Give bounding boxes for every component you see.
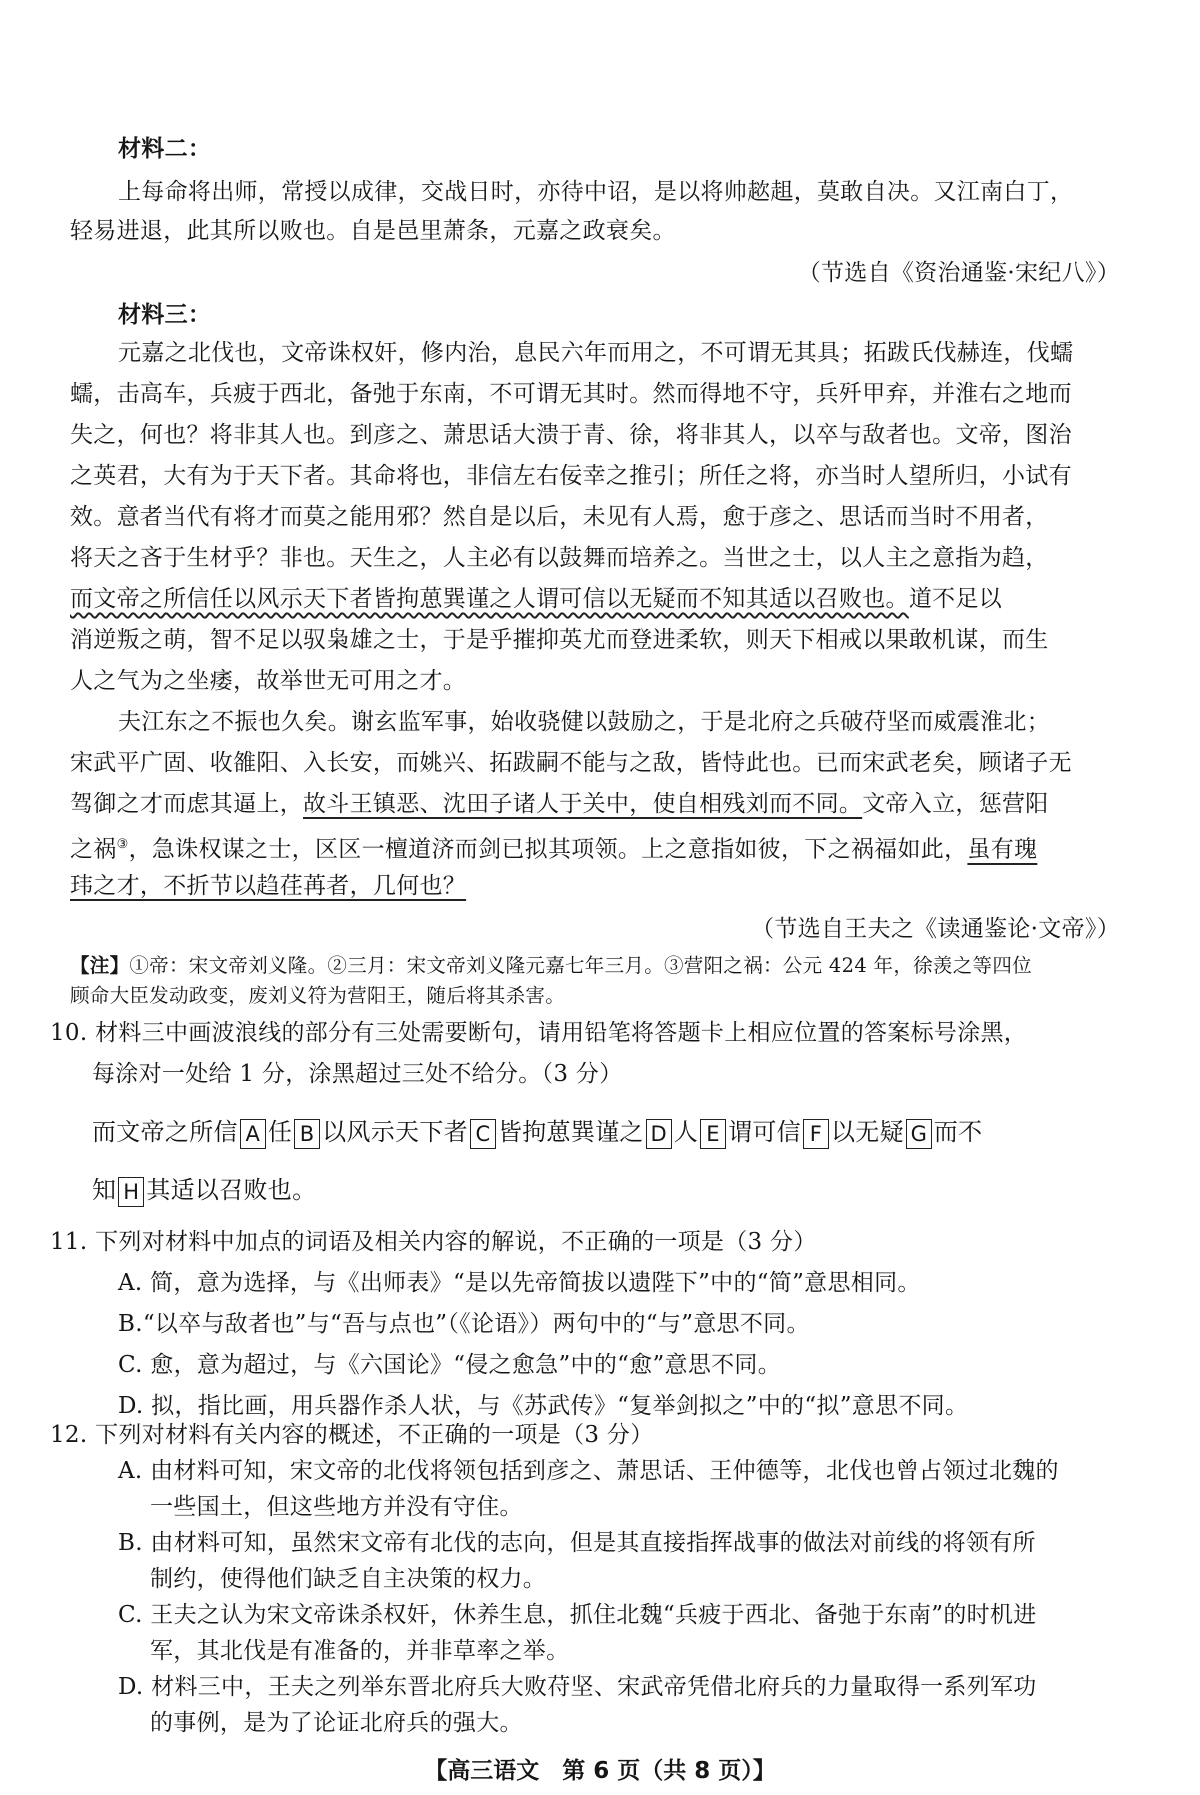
seg-8: 知 (92, 1176, 117, 1204)
line-7-rest: 道不足以 (908, 586, 1003, 612)
material2-heading: 材料二： (118, 136, 212, 162)
answer-box-b[interactable]: B (294, 1119, 320, 1149)
q12-option-a-line-2: 一些国土，但这些地方并没有守住。 (150, 1494, 523, 1520)
q12-option-d-line-1: D. 材料三中，王夫之列举东晋北府兵大败苻坚、宋武帝凭借北府兵的力量取得一系列军功 (118, 1674, 1037, 1700)
answer-box-c[interactable]: C (470, 1119, 496, 1149)
notes-line-2: 顾命大臣发动政变，废刘义符为营阳王，随后将其杀害。 (70, 984, 566, 1007)
q12-option-c-line-2: 军，其北伐是有准备的，并非草率之举。 (150, 1638, 570, 1664)
material2-line-1: 上每命将出师，常授以成律，交战日时，亦待中诏，是以将帅趑趄，莫敢自决。又江南白丁， (118, 179, 1074, 205)
material3-p1-line-9: 人之气为之坐痿，故举世无可用之才。 (70, 668, 467, 694)
material3-heading: 材料三： (118, 302, 212, 328)
footnote-marker-3: ③ (116, 837, 129, 852)
seg-1: 任 (267, 1118, 293, 1146)
material2-line-2: 轻易进退，此其所以败也。自是邑里萧条，元嘉之政衰矣。 (70, 218, 676, 244)
material3-p1-line-7 (70, 584, 1120, 614)
material3-p2-line-3 (70, 789, 1120, 819)
q10-stem-line-1: 10. 材料三中画波浪线的部分有三处需要断句，请用铅笔将答题卡上相应位置的答案标号涂黑， (50, 1020, 1028, 1046)
seg-9: 其适以召败也。 (146, 1176, 317, 1204)
q10-sentence-line-2 (92, 1175, 1092, 1207)
p2-line-4-mid: ，急诛权谋之士，区区一檀道济而剑已拟其项领。上之意指如彼，下之祸福如此， (128, 836, 968, 863)
seg-7: 而不 (933, 1118, 983, 1146)
material3-p2-line-1: 夫江东之不振也久矣。谢玄监军事，始收骁健以鼓励之，于是北府之兵破苻坚而威震淮北； (118, 709, 1050, 735)
material3-p1-line-5: 效。意者当代有将才而莫之能用邪？然自是以后，未见有人焉，愈于彦之、思话而当时不用者， (70, 504, 1049, 530)
wavy-underlined-sentence: 而文帝之所信任以风示天下者皆拘葸巽谨之人谓可信以无疑而不知其适以召败也。 (70, 586, 909, 612)
material3-p1-line-2: 蠕，击高车，兵疲于西北，备弛于东南，不可谓无其时。然而得地不守，兵歼甲弃，并淮右之地而 (70, 381, 1072, 407)
answer-box-f[interactable]: F (803, 1119, 829, 1149)
q12-option-c-line-1: C. 王夫之认为宋文帝诛杀权奸，休养生息，抓住北魏“兵疲于西北、备弛于东南”的时机进 (118, 1602, 1037, 1628)
notes-text-1: ①帝：宋文帝刘义隆。②三月：宋文帝刘义隆元嘉七年三月。③营阳之祸：公元 424 年，徐羡之等四位 (129, 954, 1032, 977)
seg-3: 皆拘葸巽谨之 (497, 1118, 644, 1146)
material2-source: （节选自《资治通鉴·宋纪八》） (797, 260, 1120, 286)
underlined-sentence-2-part-1: 虽有瑰 (967, 836, 1038, 863)
q11-option-b: B.“以卒与敌者也”与“吾与点也”（《论语》）两句中的“与”意思不同。 (118, 1311, 810, 1337)
q12-option-d-line-2: 的事例，是为了论证北府兵的强大。 (150, 1710, 523, 1736)
p2-line-3-end: 文帝入立，惩营阳 (862, 791, 1049, 817)
answer-box-a[interactable]: A (240, 1119, 266, 1149)
material3-p1-line-6: 将天之吝于生材乎？非也。天生之，人主必有以鼓舞而培养之。当世之士，以人主之意指为趋， (70, 545, 1049, 571)
q10-stem-line-2: 每涂对一处给 1 分，涂黑超过三处不给分。（3 分） (92, 1061, 623, 1087)
q11-option-c: C. 愈，意为超过，与《六国论》“侵之愈急”中的“愈”意思不同。 (118, 1352, 782, 1378)
answer-box-h[interactable]: H (118, 1177, 144, 1207)
seg-6: 以无疑 (830, 1118, 904, 1146)
notes-line-1 (70, 953, 1120, 979)
material3-p2-line-2: 宋武平广固、收雒阳、入长安，而姚兴、拓跋嗣不能与之敌，皆恃此也。已而宋武老矣，顾诸子无 (70, 750, 1072, 776)
material3-p2-line-4 (70, 830, 1120, 865)
p2-line-4-start: 之祸 (70, 836, 117, 863)
page-footer: 【高三语文 第 6 页（共 8 页）】 (424, 1758, 776, 1784)
seg-5: 谓可信 (728, 1118, 801, 1146)
notes-label: 【注】 (70, 954, 130, 977)
material3-p2-line-5 (70, 871, 1120, 901)
q12-option-b-line-2: 制约，使得他们缺乏自主决策的权力。 (150, 1566, 547, 1592)
seg-4: 人 (673, 1118, 699, 1146)
material3-p1-line-4: 之英君，大有为于天下者。其命将也，非信左右佞幸之推引；所任之将，亦当时人望所归，小试有 (70, 463, 1072, 489)
seg-2: 以风示天下者 (322, 1118, 468, 1146)
underlined-sentence-2-part-2: 玮之才，不折节以趋荏苒者，几何也？ (70, 873, 467, 899)
q12-stem: 12. 下列对材料有关内容的概述，不正确的一项是（3 分） (50, 1422, 654, 1448)
q10-sentence-line-1 (92, 1117, 1092, 1149)
answer-box-g[interactable]: G (906, 1119, 932, 1149)
material3-p1-line-8: 消逆叛之萌，智不足以驭枭雄之士，于是乎摧抑英尤而登进柔软，则天下相戒以果敢机谋，而生 (70, 627, 1049, 653)
p2-line-3-start: 驾御之才而虑其逼上， (70, 791, 303, 817)
seg-0: 而文帝之所信 (92, 1118, 238, 1146)
material3-source: （节选自王夫之《读通鉴论·文帝》） (751, 916, 1120, 942)
underlined-sentence-1: 故斗王镇恶、沈田子诸人于关中，使自相残刘而不同。 (303, 791, 863, 817)
q12-option-a-line-1: A. 由材料可知，宋文帝的北伐将领包括到彦之、萧思话、王仲德等，北伐也曾占领过北魏的 (118, 1458, 1059, 1484)
answer-box-d[interactable]: D (646, 1119, 672, 1149)
q11-option-d: D. 拟，指比画，用兵器作杀人状，与《苏武传》“复举剑拟之”中的“拟”意思不同。 (118, 1393, 969, 1419)
material3-p1-line-1: 元嘉之北伐也，文帝诛权奸，修内治，息民六年而用之，不可谓无其具；拓跋氏伐赫连，伐蠕 (118, 340, 1074, 366)
q11-option-a: A. 简，意为选择，与《出师表》“是以先帝简拔以遗陛下”中的“简”意思相同。 (118, 1270, 921, 1296)
answer-box-e[interactable]: E (700, 1119, 726, 1149)
material3-p1-line-3: 失之，何也？将非其人也。到彦之、萧思话大溃于青、徐，将非其人，以卒与敌者也。文帝，图治 (70, 422, 1072, 448)
q11-stem: 11. 下列对材料中加点的词语及相关内容的解说，不正确的一项是（3 分） (50, 1229, 817, 1255)
q12-option-b-line-1: B. 由材料可知，虽然宋文帝有北伐的志向，但是其直接指挥战事的做法对前线的将领有所 (118, 1530, 1036, 1556)
